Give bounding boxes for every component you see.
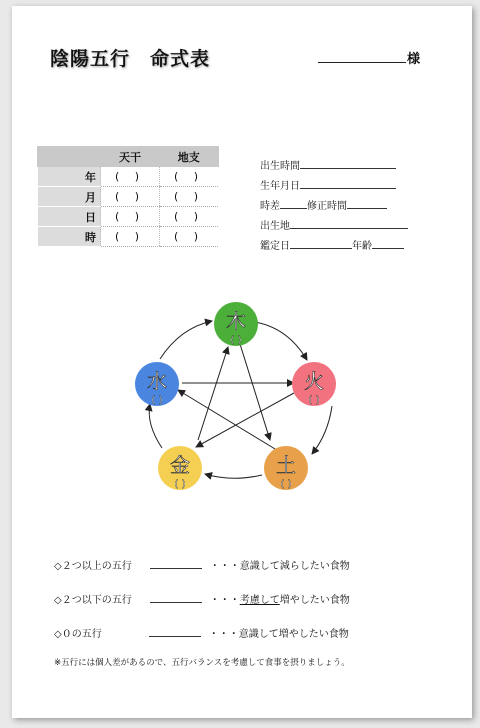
cycle-arrow-earth-metal	[205, 474, 262, 478]
field-label: 鑑定日	[260, 241, 290, 252]
column-header-chishi: 地支	[160, 147, 219, 167]
field-label: 時差	[260, 201, 280, 212]
field-label: 修正時間	[307, 201, 347, 212]
food-row-prefix: ◇２つ以上の五行	[54, 561, 132, 572]
row-label-day: 日	[38, 207, 101, 227]
food-row-text: 増やしたい食物	[279, 595, 350, 606]
field-label: 出生時間	[260, 161, 300, 172]
food-row-blank	[149, 626, 201, 637]
field-label: 生年月日	[260, 181, 300, 192]
element-node-water	[135, 362, 179, 406]
table-cell: ( )	[101, 187, 160, 207]
table-cell: ( )	[160, 207, 219, 227]
cycle-arrow-metal-water	[149, 404, 162, 448]
cycle-arrow-water-wood	[160, 321, 212, 359]
row-label-hour: 時	[38, 227, 101, 247]
element-node-metal	[158, 446, 202, 490]
metal-char: 金	[170, 453, 190, 477]
food-row-prefix: ◇２つ以下の五行	[54, 595, 132, 606]
wood-char: 木	[226, 309, 246, 333]
table-cell: ( )	[160, 187, 219, 207]
metal-paren: ( )	[174, 479, 186, 490]
star-arrow-wood-earth	[240, 344, 270, 440]
food-row-dots: ・・・	[209, 595, 240, 606]
food-row-deficient	[54, 591, 350, 606]
table-cell: ( )	[101, 227, 160, 247]
table-cell: ( )	[160, 227, 219, 247]
element-node-earth	[264, 446, 308, 490]
fire-paren: ( )	[308, 395, 320, 406]
earth-paren: ( )	[280, 479, 292, 490]
food-row-zero	[54, 625, 349, 640]
food-row-dots: ・・・	[208, 629, 239, 640]
cycle-arrow-fire-earth	[312, 406, 332, 454]
field-label: 年齢	[352, 241, 372, 252]
star-arrow-metal-wood	[198, 347, 228, 440]
food-row-excess	[54, 557, 350, 572]
wood-paren: ( )	[230, 335, 242, 346]
cycle-arrow-wood-fire	[255, 322, 307, 360]
food-row-dots: ・・・	[209, 561, 240, 572]
food-row-blank	[150, 592, 202, 603]
column-header-tenkan: 天干	[101, 147, 160, 167]
food-row-prefix: ◇０の五行	[54, 629, 102, 640]
five-elements-diagram	[12, 6, 472, 718]
water-char: 水	[147, 369, 167, 393]
element-node-fire	[292, 362, 336, 406]
row-label-month: 月	[38, 187, 101, 207]
honorific-label: 様	[407, 52, 421, 67]
food-row-underlined: 考慮して	[239, 595, 280, 606]
worksheet-page	[12, 6, 472, 718]
food-row-text: 意識して減らしたい食物	[239, 561, 350, 572]
page-title: 陰陽五行 命式表	[50, 48, 211, 70]
water-paren: ( )	[151, 395, 163, 406]
footnote: ※五行には個人差があるので、五行バランスを考慮して食事を摂りましょう。	[54, 658, 350, 668]
row-label-year: 年	[38, 167, 101, 187]
star-arrow-earth-water	[178, 390, 280, 452]
table-cell: ( )	[160, 167, 219, 187]
earth-char: 土	[276, 453, 296, 477]
table-cell: ( )	[101, 207, 160, 227]
table-cell: ( )	[101, 167, 160, 187]
field-label: 出生地	[260, 221, 290, 232]
element-node-wood	[214, 302, 258, 346]
food-row-blank	[150, 558, 202, 569]
fire-char: 火	[304, 369, 324, 393]
food-row-text: 意識して増やしたい食物	[238, 629, 349, 640]
